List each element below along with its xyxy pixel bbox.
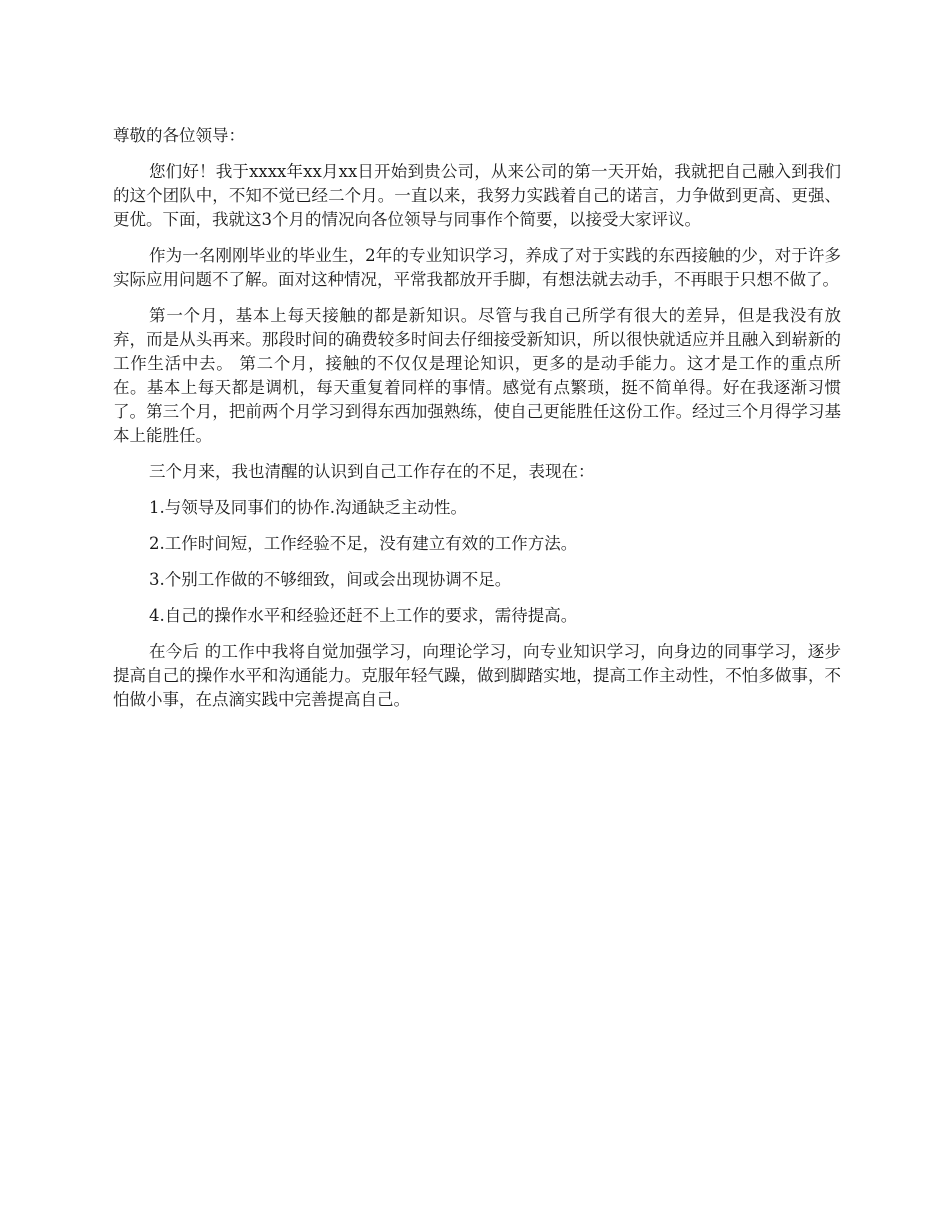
- paragraph-shortcomings-intro: 三个月来，我也清醒的认识到自己工作存在的不足，表现在：: [149, 462, 595, 481]
- list-item-3: 3.个别工作做的不够细致，间或会出现协调不足。: [149, 570, 512, 589]
- paragraph-three-months: 第一个月，基本上每天接触的都是新知识。尽管与我自己所学有很大的差异，但是我没有放弃，而是从头再来。那段时间的确费较多时间去仔细接受新知识，所以很快就适应并且融入到崭新的工作生活中去。 第二个月，接触的不仅仅是理论知识，更多的是动手能力。这才是工作的重点所在。基本上每天都是调机，每天重复着同样的事情。感觉有点繁琐，挺不简单得。好在我逐渐习惯了。第三个月，把前两个月学习到得东西加强熟练，使自己更能胜任这份工作。经过三个月得学习基本上能胜任。: [113, 306, 841, 445]
- list-item-1: 1.与领导及同事们的协作.沟通缺乏主动性。: [149, 498, 467, 517]
- list-item-4: 4.自己的操作水平和经验还赶不上工作的要求，需待提高。: [149, 606, 578, 625]
- paragraph-background: 作为一名刚刚毕业的毕业生，2年的专业知识学习，养成了对于实践的东西接触的少，对于许多实际应用问题不了解。面对这种情况，平常我都放开手脚，有想法就去动手，不再眼于只想不做了。: [113, 246, 841, 289]
- document-body: [113, 124, 841, 724]
- greeting: 尊敬的各位领导：: [113, 126, 245, 145]
- paragraph-conclusion: 在今后 的工作中我将自觉加强学习，向理论学习，向专业知识学习，向身边的同事学习，逐步提高自己的操作水平和沟通能力。克服年轻气躁，做到脚踏实地，提高工作主动性，不怕多做事，不怕做小事，在点滴实践中完善提高自己。: [113, 642, 841, 709]
- paragraph-intro: 您们好！我于xxxx年xx月xx日开始到贵公司，从来公司的第一天开始，我就把自己融入到我们的这个团队中，不知不觉已经二个月。一直以来，我努力实践着自己的诺言，力争做到更高、更强、更优。下面，我就这3个月的情况向各位领导与同事作个简要，以接受大家评议。: [113, 162, 841, 229]
- list-item-2: 2.工作时间短，工作经验不足，没有建立有效的工作方法。: [149, 534, 578, 553]
